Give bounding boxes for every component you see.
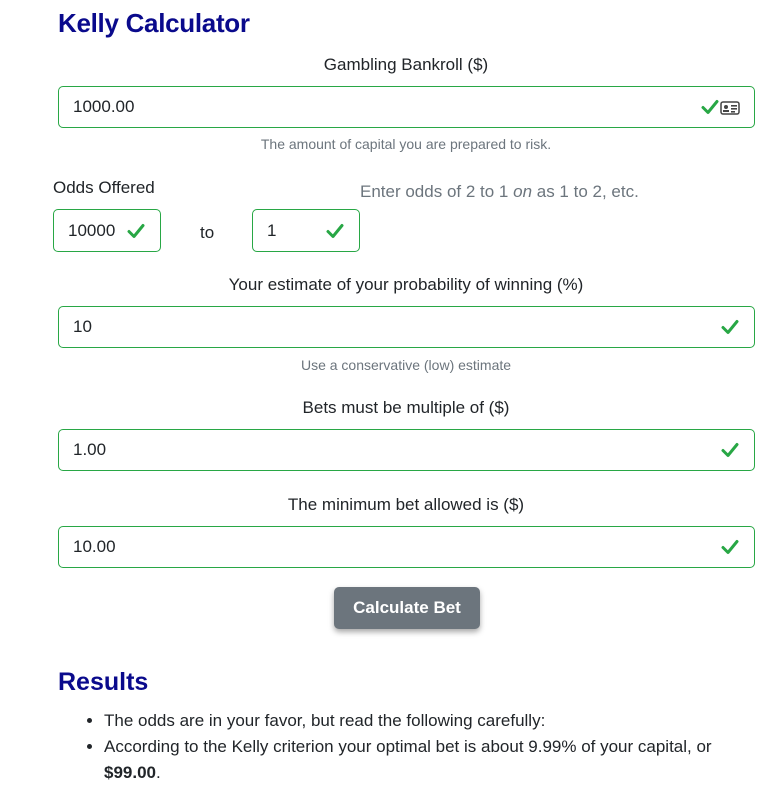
contact-card-icon[interactable] <box>720 100 740 114</box>
list-item: • The odds are in your favor, but read the following carefully: <box>104 708 758 734</box>
optimal-bet-amount: $99.00 <box>104 763 156 782</box>
probability-value: 10 <box>73 317 92 336</box>
check-icon <box>700 97 720 117</box>
multiple-value: 1.00 <box>73 440 107 459</box>
odds-separator: to <box>200 223 215 242</box>
bankroll-label: Gambling Bankroll ($) <box>323 55 489 74</box>
probability-label: Your estimate of your probability of winning (%) <box>228 275 584 294</box>
page-title: Kelly Calculator <box>58 8 250 38</box>
bankroll-value: 1000.00 <box>73 97 135 116</box>
multiple-label: Bets must be multiple of ($) <box>302 398 510 417</box>
minimum-label: The minimum bet allowed is ($) <box>287 495 525 514</box>
odds-left-input[interactable] <box>53 209 161 252</box>
check-icon <box>720 537 740 557</box>
probability-help: Use a conservative (low) estimate <box>300 357 512 373</box>
results-title: Results <box>58 668 149 696</box>
odds-right-value: 1 <box>267 220 277 240</box>
bankroll-help: The amount of capital you are prepared to risk. <box>260 136 552 152</box>
odds-label: Odds Offered <box>53 178 155 197</box>
odds-right-input[interactable] <box>252 209 360 252</box>
check-icon <box>720 440 740 460</box>
minimum-input[interactable] <box>58 526 755 568</box>
probability-input[interactable] <box>58 306 755 348</box>
multiple-input[interactable] <box>58 429 755 471</box>
check-icon <box>720 317 740 337</box>
bankroll-input[interactable] <box>58 86 755 128</box>
list-item: • According to the Kelly criterion your optimal bet is about 9.99% of your capital, or $99.00. <box>104 734 758 786</box>
results-list <box>58 708 758 786</box>
minimum-value: 10.00 <box>73 537 116 556</box>
check-icon <box>126 221 146 241</box>
calculate-bet-button[interactable]: Calculate Bet <box>334 587 480 629</box>
odds-left-value: 10000 <box>68 220 116 240</box>
check-icon <box>325 221 345 241</box>
odds-hint: Enter odds of 2 to 1 on as 1 to 2, etc. <box>360 182 639 201</box>
